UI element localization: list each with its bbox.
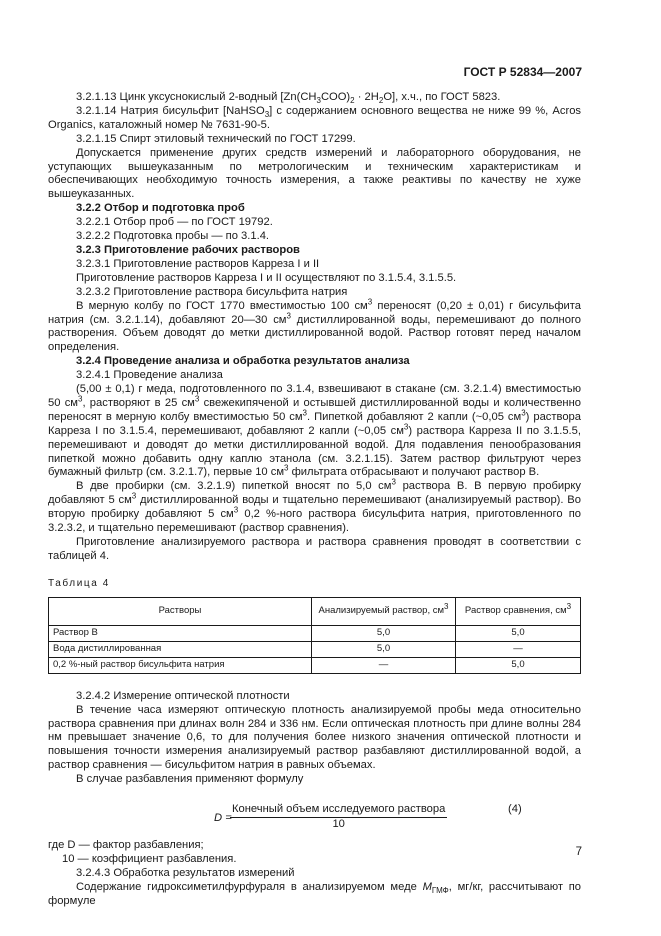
paragraph-table-reference: Приготовление анализируемого раствора и раствора сравнения проводят в соответствии с таблицей 4. — [48, 536, 581, 562]
paragraph-dilution-formula-intro: В случае разбавления применяют формулу — [76, 773, 304, 786]
paragraph-allowance: Допускается применение других средств измерений и лабораторного оборудования, не уступающих вышеуказанным по метрологическим и техническим характеристикам и обеспечивающих необходимую точность измерения, а также реактивы по качеству не хуже вышеуказанных. — [48, 146, 581, 201]
paragraph-dilution-coefficient: 10 — коэффициент разбавления. — [62, 852, 237, 865]
formula-number: (4) — [508, 803, 522, 816]
table-row — [49, 641, 581, 657]
paragraph-3-2-4-1: 3.2.4.1 Проведение анализа — [76, 369, 223, 382]
table-cell: 5,0 — [456, 625, 581, 641]
paragraph-3-2-2-2: 3.2.2.2 Подготовка пробы — по 3.1.4. — [76, 230, 270, 243]
heading-3-2-3: 3.2.3 Приготовление рабочих растворов — [76, 243, 300, 256]
paragraph-test-tubes: В две пробирки (см. 3.2.1.9) пипеткой вносят по 5,0 $см^3$ раствора В. В первую пробирку добавляют 5 $см^3$ дистиллированной воды и тщательно перемешивают (анализируемый раствор). Во вторую пробирку добавляют 5 $см^3$ 0,2 %-ного раствора бисульфита натрия, приготовленного по 3.2.3.2, и тщательно перемешивают (раствор сравнения). — [48, 477, 581, 535]
table-header-row — [49, 597, 581, 625]
paragraph-3-2-1-13: 3.2.1.13 Цинк уксуснокислый 2-водный $[Zn(CH_3COO)_2 \cdot 2H_2O]$, х.ч., по ГОСТ 5823. — [76, 91, 501, 106]
table-cell: 5,0 — [312, 625, 456, 641]
table-header-analyzed: Анализируемый раствор, $см^3$ — [312, 597, 456, 625]
paragraph-3-2-4-3: 3.2.4.3 Обработка результатов измерений — [76, 866, 295, 879]
table-cell: 5,0 — [312, 641, 456, 657]
table-row — [49, 625, 581, 641]
paragraph-carrez-prep: Приготовление растворов Карреза I и II осуществляют по 3.1.5.4, 3.1.5.5. — [76, 271, 457, 284]
paragraph-3-2-4-2: 3.2.4.2 Измерение оптической плотности — [76, 689, 290, 702]
paragraph-3-2-3-2: 3.2.3.2 Приготовление раствора бисульфита натрия — [76, 285, 348, 298]
paragraph-bisulfite-prep: В мерную колбу по ГОСТ 1770 вместимостью 100 $см^3$ переносят (0,20 ± 0,01) г бисульфита натрия (см. 3.2.1.14), добавляют 20—30 $см^3$ дистиллированной воды, перемешивают до полного растворения. Объем доводят до метки дистиллированной водой. Раствор готовят перед началом определения. — [48, 296, 581, 354]
heading-3-2-2: 3.2.2 Отбор и подготовка проб — [76, 202, 245, 215]
table-cell: 0,2 %-ный раствор бисульфита натрия — [49, 657, 312, 673]
paragraph-analysis-procedure: (5,00 ± 0,1) г меда, подготовленного по 3.1.4, взвешивают в стакане (см. 3.2.1.4) вместимостью 50 $см^3$, растворяют в 25 $см^3$ свежекипяченой и остывшей дистиллированной воды и количественно переносят в мерную колбу вместимостью 50 $см^3$. Пипеткой добавляют 2 капли (~0,05 $см^3$) раствора Карреза I по 3.1.5.4, перемешивают, добавляют 2 капли (~0,05 $см^3$) раствора Карреза II по 3.1.5.5, перемешивают и доводят до метки дистиллированной водой. Для подавления пенообразования пипеткой можно добавить одну каплю этанола (см. 3.2.1.15). Затем раствор фильтруют через бумажный фильтр (см. 3.2.1.7), первые 10 $см^3$ фильтрата отбрасывают и получают раствор В. — [48, 383, 581, 479]
table-cell: — — [312, 657, 456, 673]
formula-fraction — [230, 803, 447, 832]
paragraph-3-2-1-15: 3.2.1.15 Спирт этиловый технический по ГОСТ 17299. — [76, 132, 356, 145]
paragraph-optical-density: В течение часа измеряют оптическую плотность анализируемой пробы меда относительно раствора сравнения при длинах волн 284 и 336 нм. Если оптическая плотность при длине волны 284 нм превышает значение 0,6, то для получения более низкого значения оптической плотности и повышения точности измерения анализируемый раствор разбавляют дистиллированной водой, а раствор сравнения — бисульфитом натрия в равных объемах. — [48, 703, 581, 772]
paragraph-3-2-3-1: 3.2.3.1 Приготовление растворов Карреза I и II — [76, 257, 320, 270]
paragraph-hmf-content: Содержание гидроксиметилфурфураля в анализируемом меде $M_{ГМФ}$, мг/кг, рассчитывают по формуле — [48, 880, 582, 907]
table-cell: — — [456, 641, 581, 657]
table-row — [49, 657, 581, 673]
table-header-reference: Раствор сравнения, $см^3$ — [456, 597, 581, 625]
table-header-solutions: Растворы — [49, 597, 312, 625]
document-header: ГОСТ Р 52834—2007 — [463, 65, 582, 79]
table-4 — [48, 597, 581, 674]
paragraph-3-2-2-1: 3.2.2.1 Отбор проб — по ГОСТ 19792. — [76, 216, 273, 229]
formula-numerator: Конечный объем исследуемого раствора — [230, 803, 447, 818]
table-caption: Таблица 4 — [48, 577, 110, 589]
table-cell: Раствор В — [49, 625, 312, 641]
table-cell: 5,0 — [456, 657, 581, 673]
page-body — [48, 91, 581, 909]
page-number: 7 — [575, 846, 582, 859]
table-cell: Вода дистиллированная — [49, 641, 312, 657]
formula-denominator: 10 — [332, 817, 345, 830]
paragraph-where-d: где D — фактор разбавления; — [48, 839, 204, 852]
paragraph-3-2-1-14: 3.2.1.14 Натрия бисульфит [NaHSO$_3$] с содержанием основного вещества не ниже 99 %, Acros Organics, каталожный номер № 7631-90-5. — [48, 104, 582, 131]
formula-4 — [48, 803, 581, 835]
formula-lhs: D = — [214, 812, 232, 825]
heading-3-2-4: 3.2.4 Проведение анализа и обработка результатов анализа — [76, 355, 410, 368]
